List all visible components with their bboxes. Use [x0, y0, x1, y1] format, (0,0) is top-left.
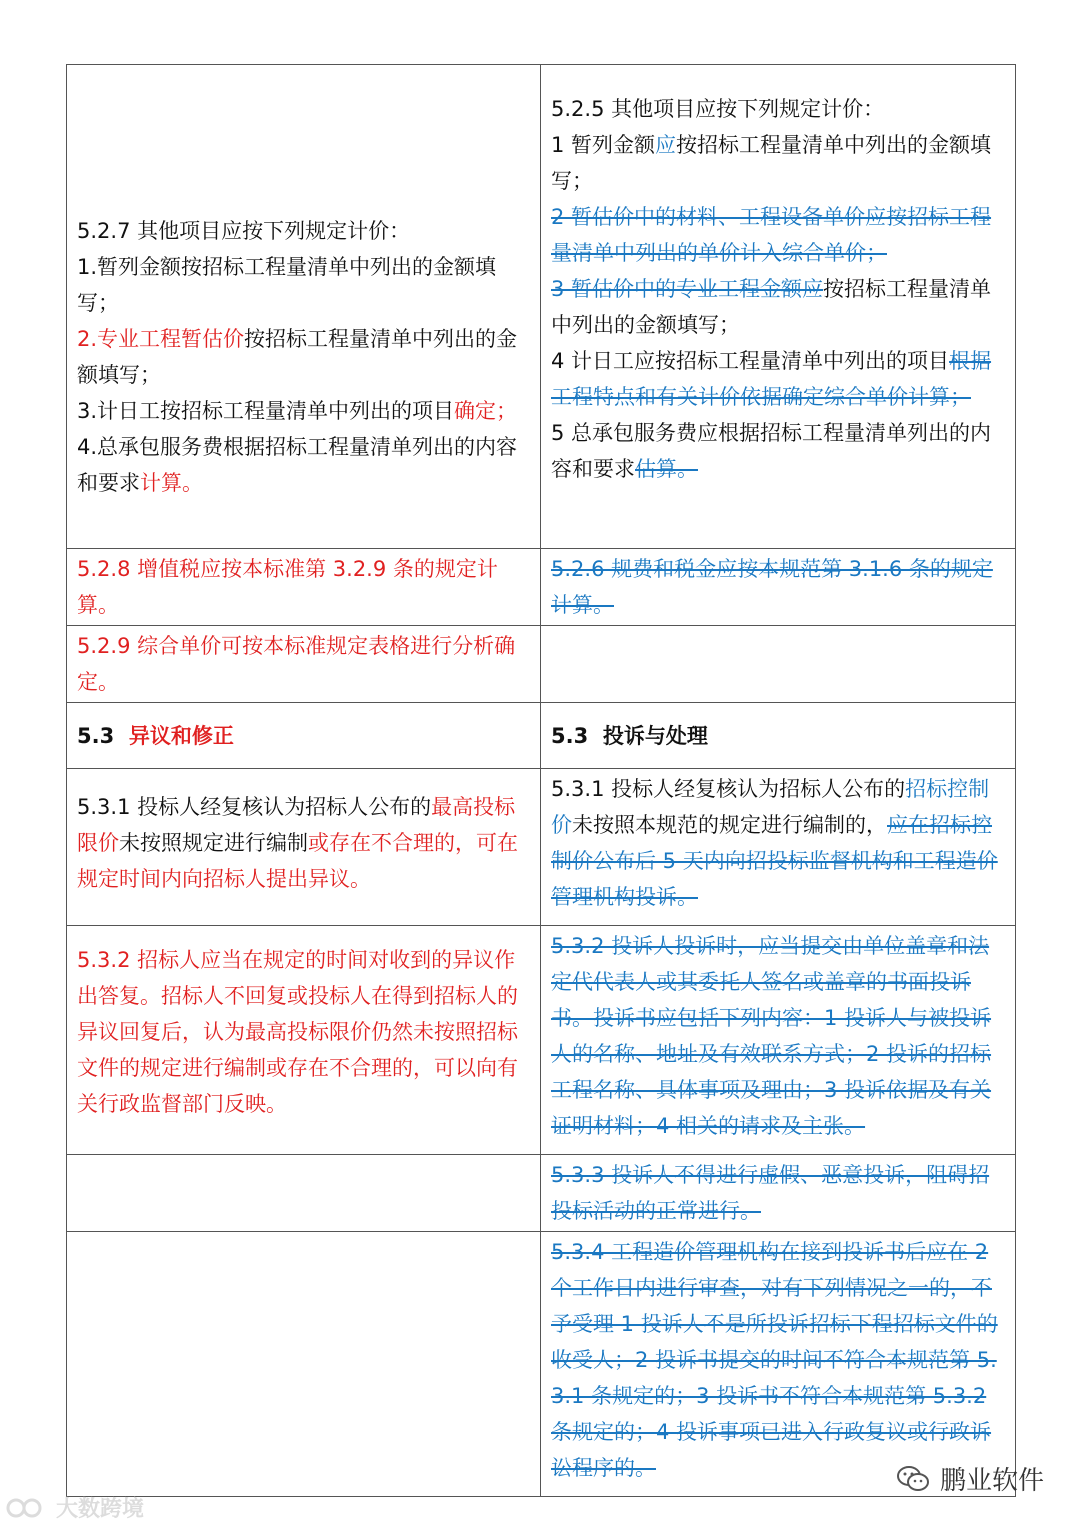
- cell-5-3-1-right: [541, 769, 1016, 926]
- watermark: [6, 1492, 144, 1523]
- brand-footer: [896, 1460, 1044, 1497]
- table-row: [67, 1155, 1016, 1232]
- cell-5-3-1-left: [67, 769, 541, 926]
- red-text: 计算。: [140, 470, 203, 495]
- clause-item: [77, 393, 530, 429]
- red-text: 确定；: [454, 398, 518, 423]
- table-row: [67, 549, 1016, 626]
- empty-cell: [541, 626, 1016, 703]
- text: 按招标工程量清单中列出的金额填写；: [551, 133, 992, 193]
- section-number: 5.3: [77, 723, 115, 748]
- clause-heading: 5.2.5 其他项目应按下列规定计价：: [551, 97, 885, 121]
- deleted-text: 2 暂估价中的材料、工程设备单价应按招标工程量清单中列出的单价计入综合单价；: [551, 205, 992, 265]
- section-heading-right: [541, 703, 1016, 769]
- table-row: [67, 1232, 1016, 1497]
- clause-item: [551, 415, 1005, 487]
- cell-5-3-4: 5.3.4 工程造价管理机构在接到投诉书后应在 2 个工作日内进行审查，对有下列情况之一的，不予受理 1 投诉人不是所投诉招标下程招标文件的收受人；2 投诉书提交的时间不符合本规范第 5.3.1 条规定的；3 投诉书不符合本规范第 5.3.2 条规定的；4 投诉事项已进入行政复议或行政诉讼程序的。: [541, 1232, 1016, 1497]
- clause-item: 1.暂列金额按招标工程量清单中列出的金额填写；: [77, 254, 497, 315]
- deleted-text: 估算。: [635, 457, 698, 481]
- red-text: 最高投标限价: [77, 795, 516, 855]
- text: 按招标工程量清单中列出的金额填写；: [77, 326, 518, 387]
- text: 按招标工程量清单中列出的金额填写；: [551, 277, 992, 337]
- text: 3.计日工按招标工程量清单中列出的项目: [77, 398, 455, 423]
- watermark-logo-icon: [6, 1496, 50, 1520]
- cell-5-3-2-right: 5.3.2 投诉人投诉时，应当提交由单位盖章和法定代代表人或其委托人签名或盖章的书面投诉书。投诉书应包括下列内容：1 投诉人与被投诉人的名称、地址及有效联系方式；2 投诉的招标工程名称、具体事项及理由；3 投诉依据及有关证明材料；4 相关的请求及主张。: [541, 926, 1016, 1155]
- table-row: [67, 703, 1016, 769]
- clause-item: [77, 321, 530, 393]
- clause-item: [551, 271, 1005, 343]
- blue-text: 应: [655, 133, 677, 157]
- red-text: 或存在不合理的，可在规定时间内向招标人提出异议。: [77, 831, 518, 891]
- section-heading-left: [67, 703, 541, 769]
- section-number: 5.3: [551, 723, 589, 748]
- watermark-text: 大数跨境: [56, 1497, 145, 1522]
- section-title: 投诉与处理: [602, 723, 708, 748]
- cell-5-2-9: 5.2.9 综合单价可按本标准规定表格进行分析确定。: [67, 626, 541, 703]
- cell-5-2-8: 5.2.8 增值税应按本标准第 3.2.9 条的规定计算。: [67, 549, 541, 626]
- empty-cell: [67, 1232, 541, 1497]
- table-row: [67, 65, 1016, 549]
- clause-heading: 5.2.7 其他项目应按下列规定计价：: [77, 218, 411, 243]
- text: 5.3.1 投标人经复核认为招标人公布的: [551, 777, 906, 801]
- brand-name: 鹏业软件: [939, 1466, 1044, 1496]
- wechat-icon: [896, 1465, 930, 1493]
- comparison-table: [66, 64, 1016, 1497]
- cell-5-3-3: 5.3.3 投诉人不得进行虚假、恶意投诉，阻碍招投标活动的正常进行。: [541, 1155, 1016, 1232]
- clause-item: [77, 429, 530, 501]
- text: 5.3.1 投标人经复核认为招标人公布的: [77, 795, 432, 819]
- empty-cell: [67, 1155, 541, 1232]
- text: 4.总承包服务费根据招标工程量清单列出的内容和要求: [77, 434, 518, 495]
- table-row: [67, 769, 1016, 926]
- cell-5-3-2-left: 5.3.2 招标人应当在规定的时间对收到的异议作出答复。招标人不回复或投标人在得到招标人的异议回复后，认为最高投标限价仍然未按照招标文件的规定进行编制或存在不合理的，可以向有关行政监督部门反映。: [67, 926, 541, 1155]
- blue-text: 招标控制价: [551, 777, 990, 837]
- text: 未按照本规范的规定进行编制的，: [572, 813, 887, 837]
- clause-item: [551, 127, 1005, 199]
- cell-5-2-7: [67, 65, 541, 549]
- section-title: 异议和修正: [128, 723, 234, 748]
- cell-5-2-6: 5.2.6 规费和税金应按本规范第 3.1.6 条的规定计算。: [541, 549, 1016, 626]
- table-row: [67, 626, 1016, 703]
- clause-item: [551, 343, 1005, 415]
- text: 4 计日工应按招标工程量清单中列出的项目: [551, 349, 950, 373]
- text: 1 暂列金额: [551, 133, 656, 157]
- table-row: [67, 926, 1016, 1155]
- cell-5-2-5: [541, 65, 1016, 549]
- text: 5 总承包服务费应根据招标工程量清单列出的内容和要求: [551, 421, 992, 481]
- text: 未按照规定进行编制: [119, 831, 308, 855]
- deleted-text: 3 暂估价中的专业工程金额应: [551, 277, 824, 301]
- deleted-text: 根据工程特点和有关计价依据确定综合单价计算；: [551, 349, 992, 409]
- red-text: 2.专业工程暂估价: [77, 326, 245, 351]
- deleted-text: 应在招标控制价公布后 5 天内向招投标监督机构和工程造价管理机构投诉。: [551, 813, 998, 909]
